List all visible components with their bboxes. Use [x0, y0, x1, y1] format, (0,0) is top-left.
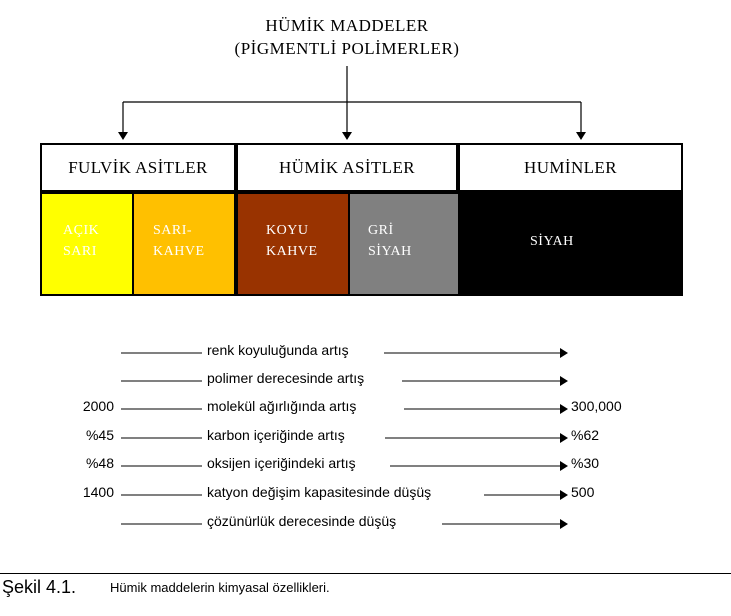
property-right-value: 500: [571, 484, 595, 500]
humik-asitler-box: [236, 143, 458, 192]
property-left-value: 1400: [82, 484, 114, 500]
swatch-koyu-kahve-line2: KAHVE: [266, 244, 318, 259]
property-right-value: %30: [571, 455, 600, 471]
swatch-gri-siyah-line2: SİYAH: [368, 244, 412, 259]
property-row: [0, 484, 731, 506]
property-row: [0, 455, 731, 477]
property-label: molekül ağırlığında artış: [207, 398, 357, 414]
property-row: [0, 342, 731, 364]
diagram-title-line1: HÜMİK MADDELER: [265, 16, 429, 35]
connector-arrows: [0, 0, 731, 150]
property-row: [0, 513, 731, 535]
huminler-label: HUMİNLER: [524, 157, 617, 177]
color-swatch-row: [40, 192, 683, 296]
fulvik-asitler-label: FULVİK ASİTLER: [68, 157, 208, 177]
property-right-value: 300,000: [571, 398, 622, 414]
swatch-siyah: [460, 194, 681, 294]
swatch-acik-sari: [42, 194, 134, 294]
caption-divider: [0, 573, 731, 574]
property-left-value: %48: [85, 455, 114, 471]
property-label: oksijen içeriğindeki artış: [207, 455, 356, 471]
property-row: [0, 370, 731, 392]
humik-asitler-label: HÜMİK ASİTLER: [278, 157, 415, 177]
swatch-gri-siyah: [350, 194, 458, 294]
swatch-sari-kahve-line1: SARI-: [153, 223, 193, 238]
fulvik-asitler-box: [40, 143, 236, 192]
swatch-acik-sari-line2: SARI: [63, 244, 97, 259]
figure-caption-text: Hümik maddelerin kimyasal özellikleri.: [110, 580, 330, 595]
swatch-gri-siyah-line1: GRİ: [368, 223, 394, 238]
property-label: renk koyuluğunda artış: [207, 342, 349, 358]
swatch-sari-kahve: [134, 194, 236, 294]
huminler-box: [458, 143, 683, 192]
swatch-koyu-kahve-line1: KOYU: [266, 223, 309, 238]
diagram-title-line2: (PİGMENTLİ POLİMERLER): [234, 39, 460, 58]
swatch-sari-kahve-line2: KAHVE: [153, 244, 205, 259]
property-right-value: %62: [571, 427, 600, 443]
property-left-value: %45: [85, 427, 114, 443]
swatch-koyu-kahve: [238, 194, 348, 294]
property-label: karbon içeriğinde artış: [207, 427, 345, 443]
property-row: [0, 398, 731, 420]
property-label: çözünürlük derecesinde düşüş: [207, 513, 397, 529]
swatch-acik-sari-line1: AÇIK: [63, 223, 100, 238]
property-label: katyon değişim kapasitesinde düşüş: [207, 484, 432, 500]
property-row: [0, 427, 731, 449]
swatch-siyah-line1: SİYAH: [530, 234, 574, 249]
property-label: polimer derecesinde artış: [207, 370, 365, 386]
property-left-value: 2000: [82, 398, 114, 414]
figure-caption-label: Şekil 4.1.: [2, 577, 77, 597]
